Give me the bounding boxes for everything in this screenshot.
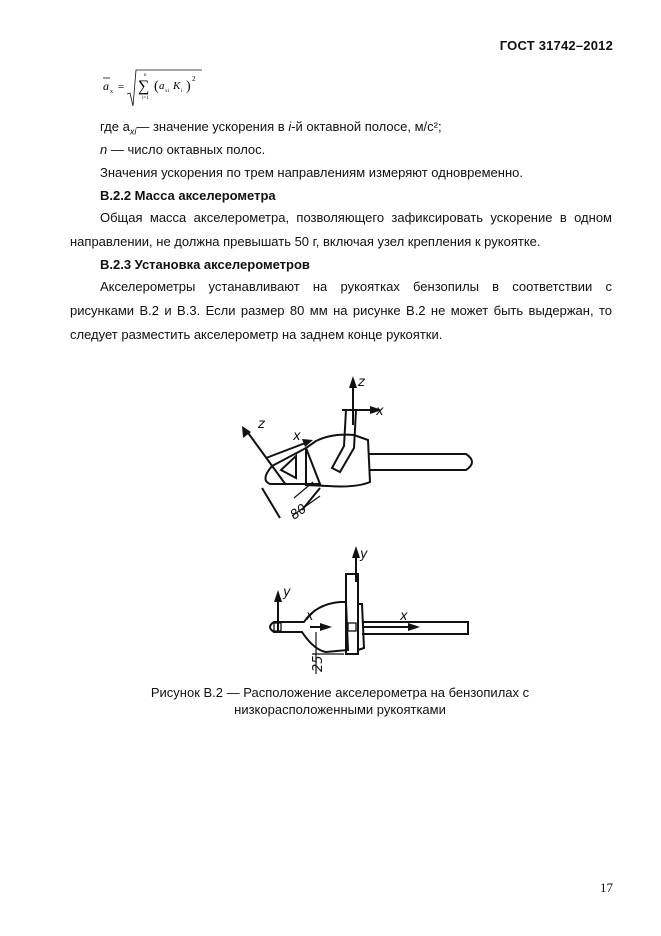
formula-inner-a-sub: xi — [165, 89, 169, 94]
formula-sum-bottom: i=1 — [142, 96, 149, 101]
b23-line-3: следует разместить акселерометр на заднем конце рукоятки. — [70, 327, 443, 342]
paren-close: ) — [186, 79, 191, 94]
figure-caption — [150, 684, 530, 718]
heading-b22: В.2.2 Масса акселерометра — [100, 188, 276, 203]
def2-rest: — число октавных полос. — [107, 142, 266, 157]
figure-chainsaw-accelerometer — [236, 370, 496, 680]
formula-inner-k: K — [173, 80, 181, 92]
formula-lhs-sub: x — [110, 89, 113, 95]
dim-25-label: 25 — [311, 655, 326, 672]
heading-b23: В.2.3 Установка акселерометров — [100, 257, 310, 272]
top-z-label: z — [358, 375, 365, 390]
paren-open: ( — [154, 79, 159, 94]
def1-sub: xi — [129, 126, 137, 137]
caption-line-2: низкорасположенными рукоятками — [234, 702, 446, 717]
definition-line-3: Значения ускорения по трем направлениям измеряют одновременно. — [100, 165, 523, 180]
def1-i: i — [288, 119, 292, 134]
formula-lhs: a — [103, 79, 109, 93]
def2-n: n — [100, 142, 108, 157]
top-view-drawing — [242, 375, 472, 523]
b23-line-1: Акселерометры устанавливают на рукоятках бензопилы в соответствии с — [100, 279, 612, 294]
b23-line-2: рисунками В.2 и В.3. Если размер 80 мм на рисунке В.2 не может быть выдержан, то — [70, 303, 612, 318]
formula-inner-k-sub: i — [181, 89, 183, 94]
sigma-symbol: ∑ — [138, 78, 150, 95]
bottom-view-drawing — [270, 546, 468, 674]
rms-formula — [100, 66, 220, 110]
bottom-x-left-label: x — [306, 609, 314, 624]
side-x-label: x — [293, 429, 301, 444]
bottom-y-top-label: y — [360, 547, 368, 562]
bottom-x-right-label: x — [400, 609, 408, 624]
figure-svg — [236, 370, 496, 680]
dim-80-label: 80 — [287, 501, 310, 524]
formula-power: 2 — [192, 75, 196, 83]
formula-eq: = — [118, 81, 125, 93]
formula-inner-a: a — [159, 80, 165, 92]
b22-line-1: Общая масса акселерометра, позволяющего зафиксировать ускорение в одном — [100, 210, 612, 225]
formula-svg — [100, 66, 220, 110]
def1-prefix: где a — [100, 119, 130, 134]
b22-line-2: направлении, не должна превышать 50 г, включая узел крепления к рукоятке. — [70, 234, 541, 249]
formula-sum-top: n — [144, 73, 147, 78]
page-header: ГОСТ 31742–2012 — [499, 38, 613, 53]
definition-line-2 — [100, 138, 612, 162]
caption-line-1: Рисунок В.2 — Расположение акселерометра на бензопилах с — [150, 685, 530, 700]
page-number: 17 — [600, 880, 613, 895]
def1-mid: — значение ускорения в — [136, 119, 289, 134]
side-z-label: z — [258, 417, 265, 432]
bottom-y-left-label: y — [283, 585, 291, 600]
def1-suffix: -й октавной полосе, м/с²; — [291, 119, 442, 134]
top-x-label: x — [376, 404, 384, 419]
